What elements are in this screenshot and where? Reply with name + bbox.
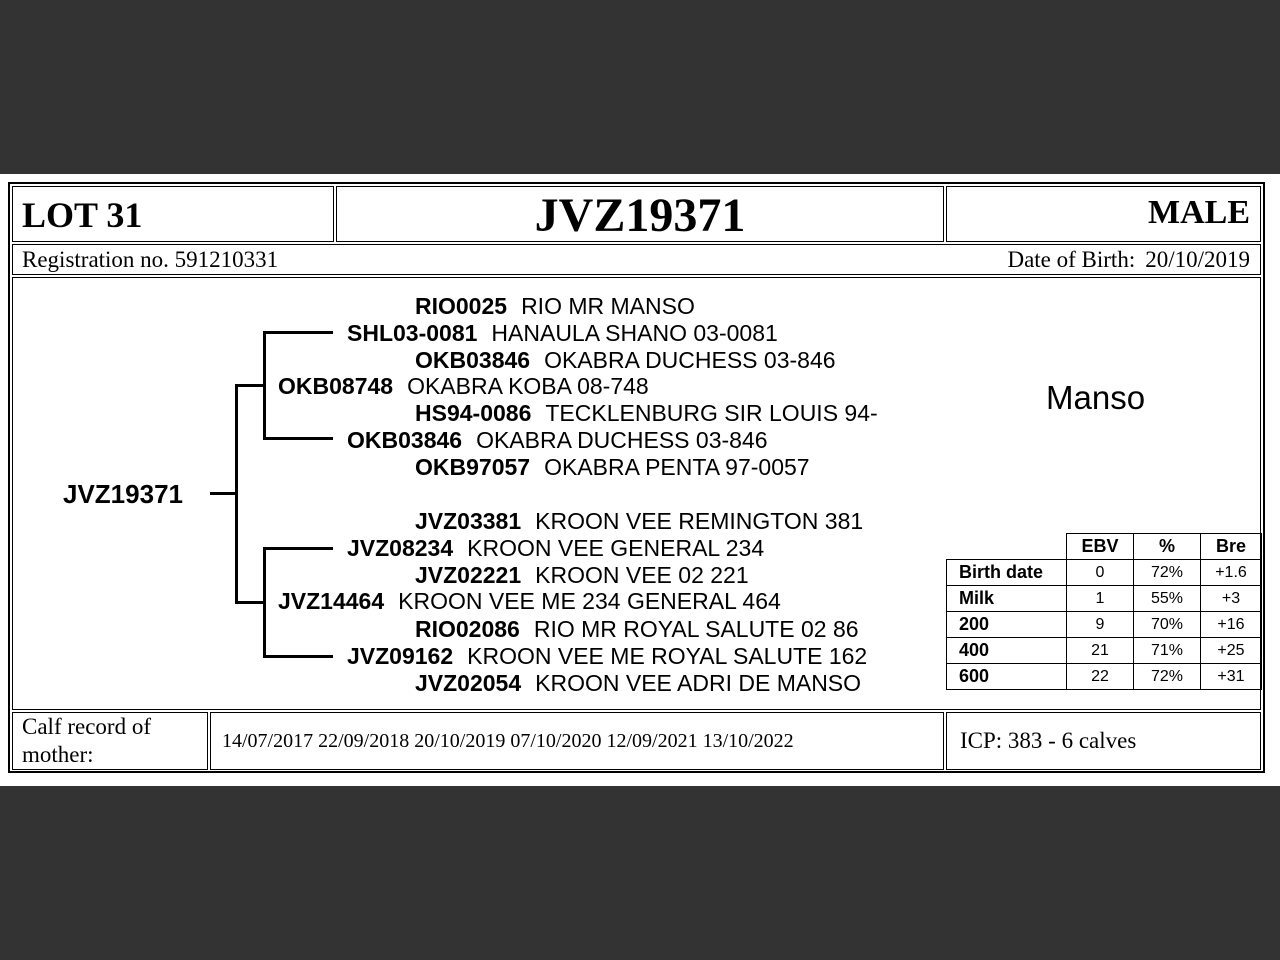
bre-value: +16 (1201, 612, 1262, 638)
animal-id: JVZ02054 (415, 670, 522, 696)
animal-name: OKABRA PENTA 97-0057 (544, 454, 810, 480)
sire-line-name: Manso (1046, 379, 1146, 416)
ebv-value: 21 (1067, 638, 1134, 664)
pedigree-sire-dam-dam (415, 454, 810, 481)
pedigree-dam-sire-dam (415, 562, 749, 589)
pedigree-connector (263, 437, 333, 440)
pedigree-connector (263, 547, 333, 550)
animal-id: JVZ08234 (347, 535, 454, 561)
pct-value: 72% (1134, 664, 1201, 690)
pedigree-connector (235, 384, 263, 387)
pedigree-animal: JVZ19371 (63, 479, 183, 509)
row-label: Milk (947, 586, 1067, 612)
animal-id: HS94-0086 (415, 400, 532, 426)
animal-id: JVZ03381 (415, 508, 522, 534)
animal-name: RIO MR ROYAL SALUTE 02 86 (533, 616, 859, 642)
pedigree-dam (278, 588, 781, 615)
table-row (947, 664, 1262, 690)
pedigree-dam-dam (347, 643, 867, 670)
calf-record-label: Calf record of mother: (22, 714, 151, 767)
pedigree-connector (263, 655, 333, 658)
ebv-table (946, 533, 1262, 690)
pct-value: 70% (1134, 612, 1201, 638)
lot-sheet (0, 174, 1280, 786)
row-label: 600 (947, 664, 1067, 690)
pct-value: 71% (1134, 638, 1201, 664)
pedigree-connector (263, 547, 266, 657)
animal-name: RIO MR MANSO (521, 293, 695, 319)
table-row (947, 638, 1262, 664)
animal-id: RIO0025 (415, 293, 508, 319)
row-label: 400 (947, 638, 1067, 664)
ebv-header: EBV (1067, 534, 1134, 560)
dob-value: 20/10/2019 (1145, 247, 1250, 272)
pedigree-connector (263, 331, 266, 439)
pedigree-dam-sire (347, 535, 764, 562)
registration-number: Registration no. 591210331 (22, 247, 279, 272)
sex-label: MALE (1148, 194, 1250, 231)
animal-name: KROON VEE ME ROYAL SALUTE 162 (467, 643, 868, 669)
row-label: Birth date (947, 560, 1067, 586)
calf-record-dates: 14/07/2017 22/09/2018 20/10/2019 07/10/2020 12/09/2021 13/10/2022 (222, 730, 794, 752)
pedigree-sire-dam (347, 427, 768, 454)
animal-name: HANAULA SHANO 03-0081 (491, 320, 778, 346)
animal-name: KROON VEE REMINGTON 381 (535, 508, 864, 534)
animal-id: JVZ09162 (347, 643, 454, 669)
table-row (947, 612, 1262, 638)
bre-header: Bre (1201, 534, 1262, 560)
lot-number: LOT 31 (22, 195, 143, 235)
ebv-value: 22 (1067, 664, 1134, 690)
pedigree-dam-dam-sire (415, 616, 859, 643)
animal-id: OKB97057 (415, 454, 531, 480)
bre-value: +25 (1201, 638, 1262, 664)
animal-name: TECKLENBURG SIR LOUIS 94- (545, 400, 878, 426)
ebv-value: 9 (1067, 612, 1134, 638)
pedigree-connector (235, 384, 238, 604)
pedigree-connector (263, 331, 333, 334)
animal-name: OKABRA KOBA 08-748 (407, 373, 649, 399)
animal-name: KROON VEE ME 234 GENERAL 464 (398, 588, 781, 614)
page-title: JVZ19371 (534, 189, 746, 242)
pct-header: % (1134, 534, 1201, 560)
animal-name: OKABRA DUCHESS 03-846 (544, 347, 836, 373)
ebv-value: 0 (1067, 560, 1134, 586)
animal-id: OKB03846 (415, 347, 531, 373)
pedigree-dam-sire-sire (415, 508, 863, 535)
row-label: 200 (947, 612, 1067, 638)
animal-id: SHL03-0081 (347, 320, 478, 346)
pedigree-connector (210, 492, 237, 495)
pedigree-connector (235, 601, 263, 604)
icp-value: ICP: 383 - 6 calves (960, 728, 1137, 753)
pedigree-sire-sire (347, 320, 778, 347)
date-of-birth (1007, 247, 1250, 273)
pedigree-sire (278, 373, 649, 400)
animal-name: KROON VEE ADRI DE MANSO (535, 670, 862, 696)
dob-label: Date of Birth: (1007, 247, 1136, 272)
ebv-header-blank (947, 534, 1067, 560)
pct-value: 55% (1134, 586, 1201, 612)
table-row (947, 586, 1262, 612)
animal-id: RIO02086 (415, 616, 520, 642)
pct-value: 72% (1134, 560, 1201, 586)
ebv-value: 1 (1067, 586, 1134, 612)
bre-value: +1.6 (1201, 560, 1262, 586)
pedigree-sire-dam-sire (415, 400, 878, 427)
ebv-header-row (947, 534, 1262, 560)
animal-id: OKB03846 (347, 427, 463, 453)
animal-id: JVZ14464 (278, 588, 385, 614)
table-row (947, 560, 1262, 586)
animal-name: OKABRA DUCHESS 03-846 (476, 427, 768, 453)
animal-name: KROON VEE GENERAL 234 (467, 535, 765, 561)
animal-id: JVZ02221 (415, 562, 522, 588)
bre-value: +31 (1201, 664, 1262, 690)
bre-value: +3 (1201, 586, 1262, 612)
animal-name: KROON VEE 02 221 (535, 562, 749, 588)
pedigree-dam-dam-dam (415, 670, 861, 697)
pedigree-sire-sire-sire (415, 293, 695, 320)
animal-id: OKB08748 (278, 373, 394, 399)
pedigree-sire-sire-dam (415, 347, 836, 374)
